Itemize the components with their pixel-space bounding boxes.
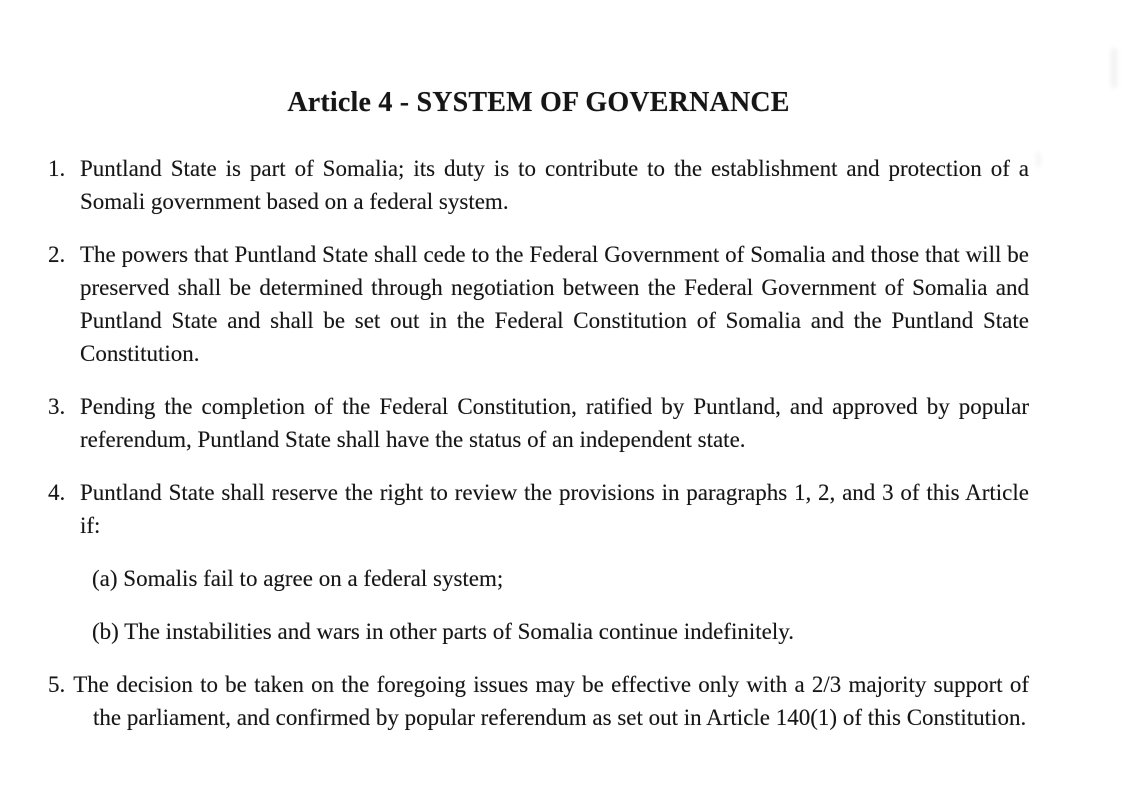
clause-1-text: Puntland State is part of Somalia; its duty is to contribute to the establishment and protection of a Somali government based on a federal system.: [80, 156, 1029, 214]
clause-5-number: 5.: [48, 672, 66, 697]
clause-5: [48, 668, 1029, 734]
subclause-b-text: The instabilities and wars in other parts of Somalia continue indefinitely.: [124, 619, 794, 644]
subclause-a-text: Somalis fail to agree on a federal system;: [123, 566, 504, 591]
clause-4: [48, 476, 1029, 542]
clause-2-number: 2.: [48, 242, 66, 267]
subclause-b: [92, 615, 1029, 648]
subclause-a-label: (a): [92, 566, 118, 591]
clause-4-text: Puntland State shall reserve the right to review the provisions in paragraphs 1, 2, and 3 of this Article if:: [80, 480, 1029, 538]
clause-4-number: 4.: [48, 480, 66, 505]
clause-1: [48, 152, 1029, 218]
clause-5-text: The decision to be taken on the foregoing issues may be effective only with a 2/3 majority support of the parliament, and confirmed by popular referendum as set out in Article 140(1) of this Constitution.: [73, 672, 1029, 730]
article-body: [48, 152, 1029, 734]
clause-3-number: 3.: [48, 394, 66, 419]
subclause-b-label: (b): [92, 619, 119, 644]
scan-artifact: [1036, 152, 1041, 168]
clause-3: [48, 390, 1029, 456]
clause-2: [48, 238, 1029, 370]
article-title: Article 4 - SYSTEM OF GOVERNANCE: [287, 87, 790, 118]
scan-artifact: [1111, 48, 1117, 88]
subclause-a: [92, 562, 1029, 595]
clause-1-number: 1.: [48, 156, 66, 181]
clause-2-text: The powers that Puntland State shall cede to the Federal Government of Somalia and those that will be preserved shall be determined through negotiation between the Federal Government of Somalia and Puntland State and shall be set out in the Federal Constitution of Somalia and the Puntland State Constitution.: [80, 242, 1029, 366]
clause-3-text: Pending the completion of the Federal Constitution, ratified by Puntland, and approved by popular referendum, Puntland State shall have the status of an independent state.: [80, 394, 1029, 452]
